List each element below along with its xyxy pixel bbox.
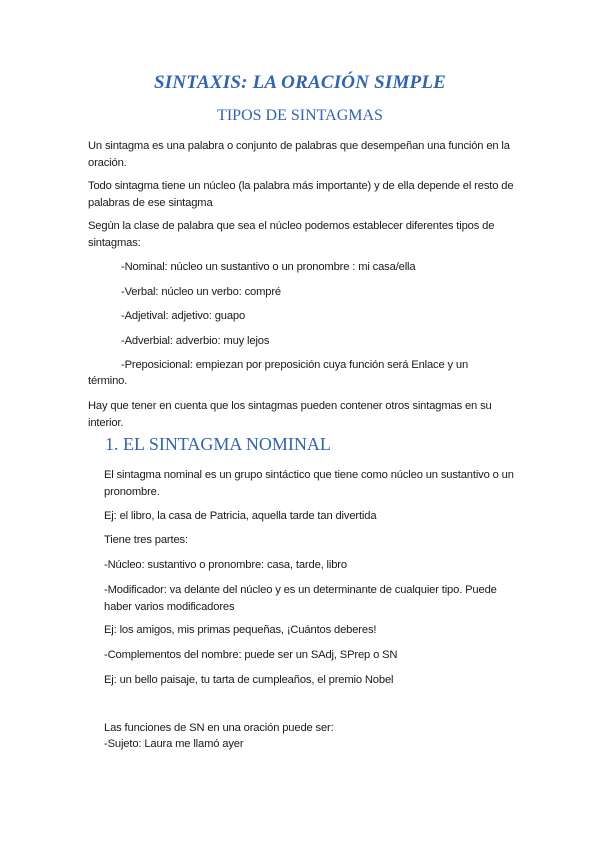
intro-paragraph-2: Todo sintagma tiene un núcleo (la palabra más importante) y de ella depende el resto de palabras de ese sintagma — [88, 180, 517, 209]
sn-definition: El sintagma nominal es un grupo sintáctico que tiene como núcleo un sustantivo o un pronombre. — [104, 469, 517, 498]
note-paragraph: Hay que tener en cuenta que los sintagmas pueden contener otros sintagmas en su interior. — [88, 400, 495, 429]
type-adverbial: -Adverbial: adverbio: muy lejos — [121, 335, 270, 347]
section-subtitle: TIPOS DE SINTAGMAS — [217, 107, 383, 124]
sn-functions-intro: Las funciones de SN en una oración puede ser: — [104, 722, 334, 734]
type-preposicional: -Preposicional: empiezan por preposición cuya función será Enlace y un — [121, 359, 469, 371]
sn-function-sujeto: -Sujeto: Laura me llamó ayer — [104, 738, 244, 750]
type-nominal: -Nominal: núcleo un sustantivo o un pronombre : mi casa/ella — [121, 261, 416, 273]
sn-example-complementos: Ej: un bello paisaje, tu tarta de cumpleaños, el premio Nobel — [104, 674, 394, 686]
section-heading-sintagma-nominal: 1. EL SINTAGMA NOMINAL — [105, 434, 331, 454]
type-adjetival: -Adjetival: adjetivo: guapo — [121, 310, 246, 322]
type-preposicional-continuation: término. — [88, 375, 128, 387]
sn-part-modificador: -Modificador: va delante del núcleo y es un determinante de cualquier tipo. Puede haber varios modificadores — [104, 584, 500, 613]
sn-parts-intro: Tiene tres partes: — [104, 534, 188, 546]
document-title: SINTAXIS: LA ORACIÓN SIMPLE — [153, 72, 447, 93]
intro-paragraph-1: Un sintagma es una palabra o conjunto de palabras que desempeñan una función en la oración. — [88, 140, 513, 169]
sn-part-complementos: -Complementos del nombre: puede ser un SAdj, SPrep o SN — [104, 649, 398, 661]
type-verbal: -Verbal: núcleo un verbo: compré — [121, 286, 281, 298]
sn-example-modificador: Ej: los amigos, mis primas pequeñas, ¡Cuántos deberes! — [104, 624, 377, 636]
intro-paragraph-3: Según la clase de palabra que sea el núcleo podemos establecer diferentes tipos de sintagmas: — [88, 220, 498, 249]
sn-example: Ej: el libro, la casa de Patricia, aquella tarde tan divertida — [104, 510, 377, 522]
sn-part-nucleo: -Núcleo: sustantivo o pronombre: casa, tarde, libro — [104, 559, 347, 571]
